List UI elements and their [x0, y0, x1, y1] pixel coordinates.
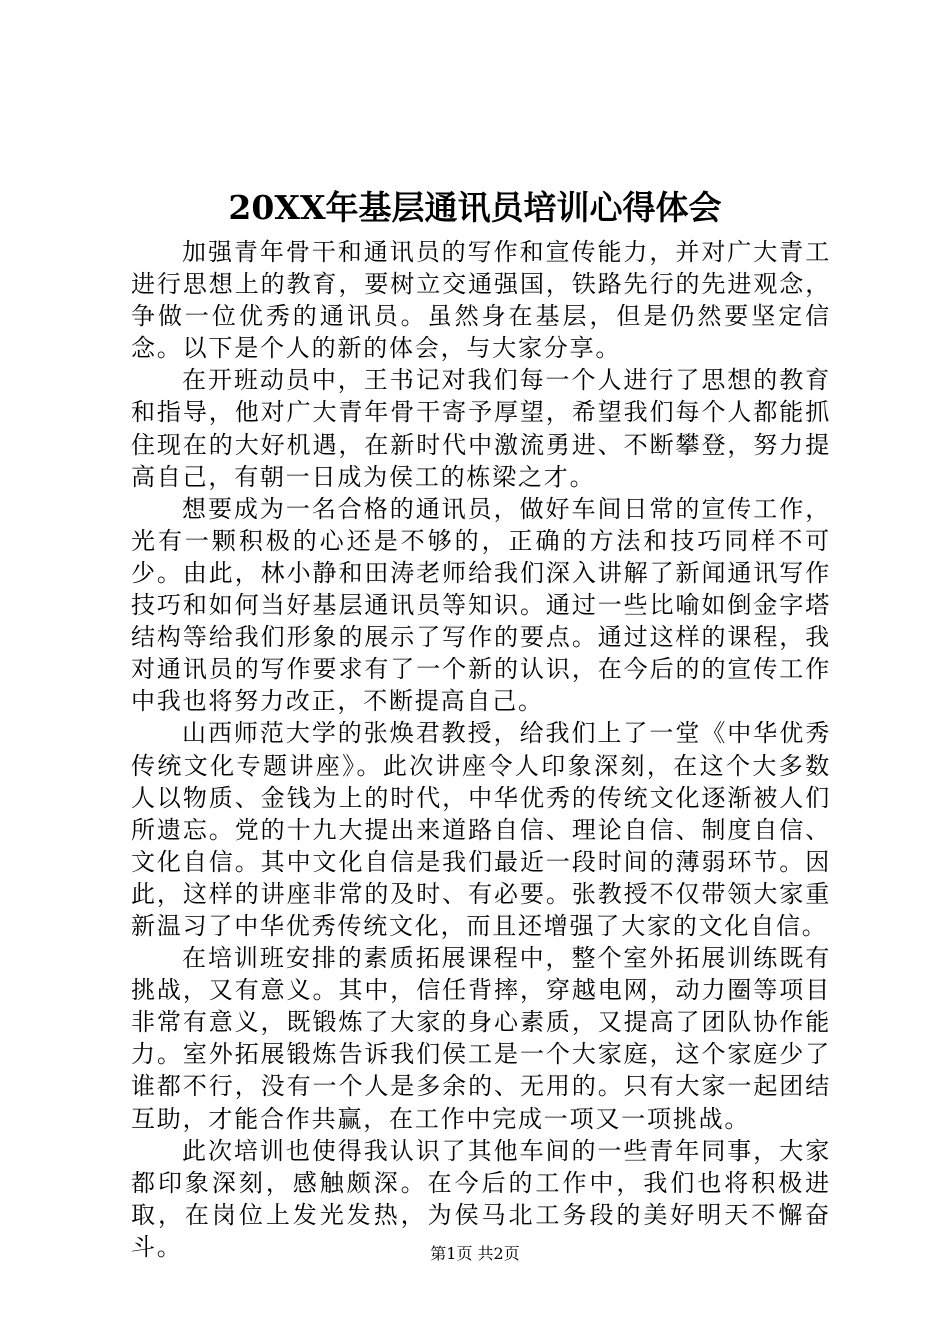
document-title: 20XX年基层通讯员培训心得体会 [228, 188, 722, 227]
paragraph: 此次培训也使得我认识了其他车间的一些青年同事，大家都印象深刻，感触颇深。在今后的工作中，我们也将积极进取，在岗位上发光发热，为侯马北工务段的美好明天不懈奋斗。 [131, 1136, 831, 1261]
paragraph: 加强青年骨干和通讯员的写作和宣传能力，并对广大青工进行思想上的教育，要树立交通强国，铁路先行的先进观念，争做一位优秀的通讯员。虽然身在基层，但是仍然要坚定信念。以下是个人的新的体会，与大家分享。 [131, 238, 831, 363]
paragraph: 山西师范大学的张焕君教授，给我们上了一堂《中华优秀传统文化专题讲座》。此次讲座令人印象深刻，在这个大多数人以物质、金钱为上的时代，中华优秀的传统文化逐渐被人们所遗忘。党的十九大提出来道路自信、理论自信、制度自信、文化自信。其中文化自信是我们最近一段时间的薄弱环节。因此，这样的讲座非常的及时、有必要。张教授不仅带领大家重新温习了中华优秀传统文化，而且还增强了大家的文化自信。 [131, 719, 831, 940]
document-body [131, 236, 831, 1263]
page-footer [0, 1244, 950, 1264]
page-indicator: 第1页 共2页 [430, 1244, 520, 1263]
paragraph: 想要成为一名合格的通讯员，做好车间日常的宣传工作，光有一颗积极的心还是不够的，正确的方法和技巧同样不可少。由此，林小静和田涛老师给我们深入讲解了新闻通讯写作技巧和如何当好基层通讯员等知识。通过一些比喻如倒金字塔结构等给我们形象的展示了写作的要点。通过这样的课程，我对通讯员的写作要求有了一个新的认识，在今后的的宣传工作中我也将努力改正，不断提高自己。 [131, 494, 831, 716]
paragraph: 在开班动员中，王书记对我们每一个人进行了思想的教育和指导，他对广大青年骨干寄予厚望，希望我们每个人都能抓住现在的大好机遇，在新时代中激流勇进、不断攀登，努力提高自己，有朝一日成为侯工的栋梁之才。 [131, 366, 831, 491]
paragraph: 在培训班安排的素质拓展课程中，整个室外拓展训练既有挑战，又有意义。其中，信任背摔，穿越电网，动力圈等项目非常有意义，既锻炼了大家的身心素质，又提高了团队协作能力。室外拓展锻炼告诉我们侯工是一个大家庭，这个家庭少了谁都不行，没有一个人是多余的、无用的。只有大家一起团结互助，才能合作共赢，在工作中完成一项又一项挑战。 [131, 944, 831, 1133]
